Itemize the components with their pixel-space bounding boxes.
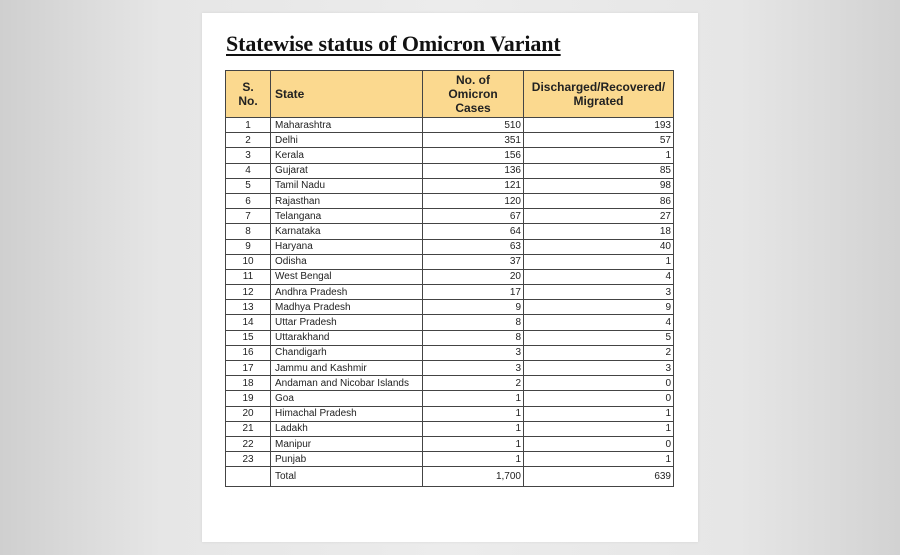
table-row xyxy=(226,133,674,148)
row-state: Ladakh xyxy=(271,421,423,436)
row-discharged: 98 xyxy=(524,178,674,193)
row-sno: 13 xyxy=(226,300,271,315)
table-header-row xyxy=(226,71,674,118)
row-sno: 8 xyxy=(226,224,271,239)
row-state: Rajasthan xyxy=(271,193,423,208)
row-discharged: 193 xyxy=(524,118,674,133)
row-discharged: 1 xyxy=(524,254,674,269)
document-page xyxy=(202,13,698,542)
row-discharged: 1 xyxy=(524,148,674,163)
table-row xyxy=(226,406,674,421)
row-discharged: 3 xyxy=(524,361,674,376)
row-sno: 17 xyxy=(226,361,271,376)
row-sno: 2 xyxy=(226,133,271,148)
row-sno: 20 xyxy=(226,406,271,421)
table-row xyxy=(226,391,674,406)
row-cases: 20 xyxy=(423,269,524,284)
row-sno: 14 xyxy=(226,315,271,330)
row-state: Himachal Pradesh xyxy=(271,406,423,421)
row-cases: 9 xyxy=(423,300,524,315)
row-state: Punjab xyxy=(271,452,423,467)
row-cases: 120 xyxy=(423,193,524,208)
row-state: Uttarakhand xyxy=(271,330,423,345)
row-cases: 1 xyxy=(423,436,524,451)
row-state: Haryana xyxy=(271,239,423,254)
row-discharged: 1 xyxy=(524,406,674,421)
row-sno: 12 xyxy=(226,285,271,300)
total-sno xyxy=(226,467,271,487)
row-discharged: 1 xyxy=(524,452,674,467)
row-cases: 1 xyxy=(423,421,524,436)
header-state: State xyxy=(271,71,423,118)
row-sno: 9 xyxy=(226,239,271,254)
table-row xyxy=(226,376,674,391)
row-cases: 121 xyxy=(423,178,524,193)
table-row xyxy=(226,118,674,133)
row-sno: 3 xyxy=(226,148,271,163)
row-cases: 1 xyxy=(423,391,524,406)
table-row xyxy=(226,239,674,254)
row-cases: 3 xyxy=(423,361,524,376)
table-row xyxy=(226,315,674,330)
row-cases: 67 xyxy=(423,209,524,224)
row-discharged: 4 xyxy=(524,315,674,330)
row-state: Goa xyxy=(271,391,423,406)
row-sno: 19 xyxy=(226,391,271,406)
row-sno: 15 xyxy=(226,330,271,345)
row-discharged: 18 xyxy=(524,224,674,239)
row-state: Jammu and Kashmir xyxy=(271,361,423,376)
row-sno: 11 xyxy=(226,269,271,284)
row-discharged: 0 xyxy=(524,436,674,451)
row-sno: 5 xyxy=(226,178,271,193)
total-cases: 1,700 xyxy=(423,467,524,487)
row-cases: 3 xyxy=(423,345,524,360)
table-row xyxy=(226,224,674,239)
table-total-row xyxy=(226,467,674,487)
row-state: Telangana xyxy=(271,209,423,224)
row-cases: 17 xyxy=(423,285,524,300)
row-cases: 64 xyxy=(423,224,524,239)
table-row xyxy=(226,361,674,376)
row-cases: 8 xyxy=(423,315,524,330)
row-cases: 136 xyxy=(423,163,524,178)
row-state: Manipur xyxy=(271,436,423,451)
row-discharged: 85 xyxy=(524,163,674,178)
page-title: Statewise status of Omicron Variant xyxy=(226,31,561,56)
row-state: Delhi xyxy=(271,133,423,148)
row-sno: 7 xyxy=(226,209,271,224)
table-body xyxy=(226,118,674,487)
row-cases: 510 xyxy=(423,118,524,133)
row-discharged: 40 xyxy=(524,239,674,254)
header-sno xyxy=(226,71,271,118)
row-state: Maharashtra xyxy=(271,118,423,133)
row-discharged: 57 xyxy=(524,133,674,148)
header-cases: No. of Omicron Cases xyxy=(423,71,524,118)
row-state: Madhya Pradesh xyxy=(271,300,423,315)
row-discharged: 86 xyxy=(524,193,674,208)
row-discharged: 2 xyxy=(524,345,674,360)
row-cases: 2 xyxy=(423,376,524,391)
row-sno: 16 xyxy=(226,345,271,360)
row-state: West Bengal xyxy=(271,269,423,284)
table-row xyxy=(226,300,674,315)
row-state: Tamil Nadu xyxy=(271,178,423,193)
row-cases: 1 xyxy=(423,406,524,421)
row-state: Gujarat xyxy=(271,163,423,178)
total-discharged: 639 xyxy=(524,467,674,487)
row-sno: 10 xyxy=(226,254,271,269)
row-discharged: 0 xyxy=(524,391,674,406)
row-state: Chandigarh xyxy=(271,345,423,360)
row-sno: 1 xyxy=(226,118,271,133)
table-row xyxy=(226,452,674,467)
row-state: Karnataka xyxy=(271,224,423,239)
table-row xyxy=(226,436,674,451)
header-sno-line2: No. xyxy=(238,94,258,108)
row-state: Andhra Pradesh xyxy=(271,285,423,300)
row-sno: 23 xyxy=(226,452,271,467)
row-sno: 21 xyxy=(226,421,271,436)
row-discharged: 1 xyxy=(524,421,674,436)
row-state: Uttar Pradesh xyxy=(271,315,423,330)
row-cases: 156 xyxy=(423,148,524,163)
row-cases: 37 xyxy=(423,254,524,269)
table-row xyxy=(226,178,674,193)
table-row xyxy=(226,330,674,345)
row-discharged: 5 xyxy=(524,330,674,345)
row-discharged: 27 xyxy=(524,209,674,224)
row-sno: 18 xyxy=(226,376,271,391)
row-sno: 4 xyxy=(226,163,271,178)
row-discharged: 9 xyxy=(524,300,674,315)
table-row xyxy=(226,193,674,208)
row-cases: 8 xyxy=(423,330,524,345)
row-discharged: 3 xyxy=(524,285,674,300)
row-discharged: 4 xyxy=(524,269,674,284)
header-discharged: Discharged/Recovered/ Migrated xyxy=(524,71,674,118)
row-sno: 6 xyxy=(226,193,271,208)
table-row xyxy=(226,209,674,224)
header-sno-line1: S. xyxy=(242,80,254,94)
table-row xyxy=(226,254,674,269)
row-cases: 1 xyxy=(423,452,524,467)
table-row xyxy=(226,163,674,178)
row-sno: 22 xyxy=(226,436,271,451)
table-row xyxy=(226,148,674,163)
table-row xyxy=(226,421,674,436)
row-state: Kerala xyxy=(271,148,423,163)
table-row xyxy=(226,345,674,360)
omicron-status-table xyxy=(225,70,674,487)
row-cases: 351 xyxy=(423,133,524,148)
row-state: Odisha xyxy=(271,254,423,269)
table-row xyxy=(226,285,674,300)
row-discharged: 0 xyxy=(524,376,674,391)
row-state: Andaman and Nicobar Islands xyxy=(271,376,423,391)
row-cases: 63 xyxy=(423,239,524,254)
total-label: Total xyxy=(271,467,423,487)
table-row xyxy=(226,269,674,284)
